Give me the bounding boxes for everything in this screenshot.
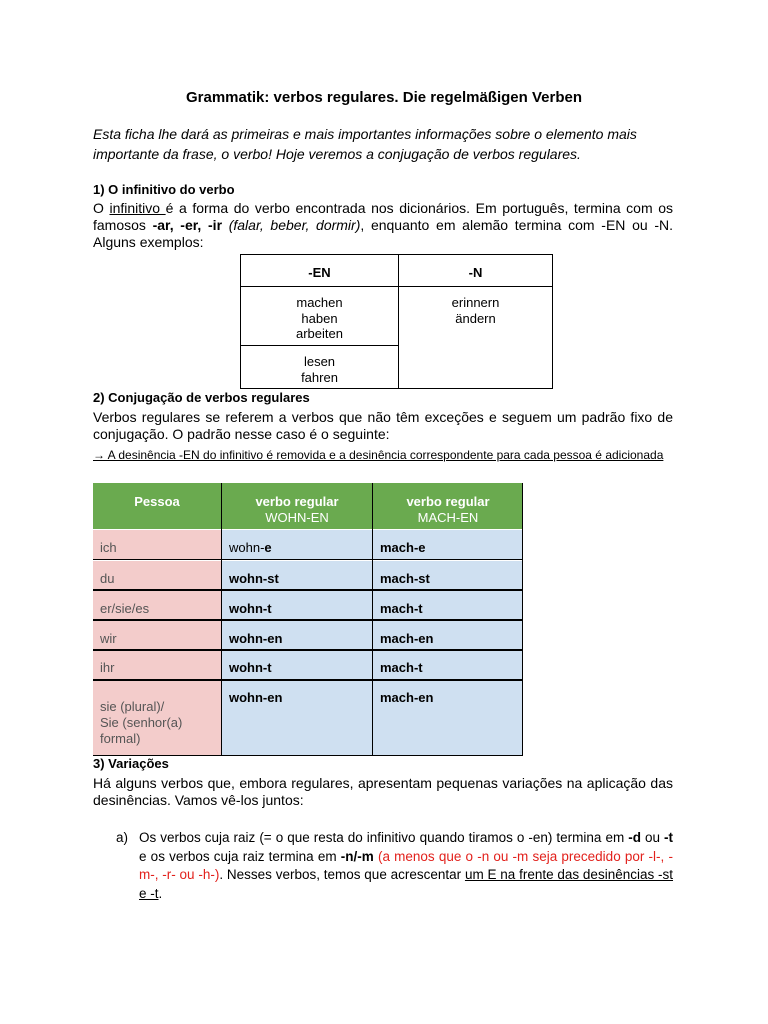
infinitive-table <box>240 254 553 389</box>
conjugation-table <box>93 483 523 756</box>
list-label: a) <box>116 830 129 845</box>
intro-text: Esta ficha lhe dará as primeiras e mais importantes informações sobre o elemento mais importante da frase, o verbo! Hoje veremos a conjugação de verbos regulares. <box>93 126 637 162</box>
wohnen-sie-plural: wohn-en <box>222 681 372 756</box>
machen-wir: mach-en <box>373 621 523 649</box>
machen-du: mach-st <box>373 561 523 589</box>
section1-heading: 1) O infinitivo do verbo <box>93 182 235 197</box>
col-en-header: -EN <box>308 265 331 280</box>
wohnen-er-sie-es: wohn-t <box>222 591 372 619</box>
header-machen: verbo regular MACH-EN <box>373 483 523 529</box>
header-person: Pessoa <box>93 483 221 529</box>
section3-heading: 3) Variações <box>93 756 169 771</box>
person-ich: ich <box>93 530 221 559</box>
en-examples-2: lesen fahren <box>301 354 338 385</box>
section2-paragraph: Verbos regulares se referem a verbos que não têm exceções e seguem um padrão fixo de conjugação. O padrão nesse caso é o seguinte: <box>93 409 673 442</box>
person-ihr: ihr <box>93 651 221 679</box>
person-er-sie-es: er/sie/es <box>93 591 221 619</box>
section3-paragraph: Há alguns verbos que, embora regulares, apresentam pequenas variações na aplicação das desinências. Vamos vê-los juntos: <box>93 775 673 808</box>
person-wir: wir <box>93 621 221 649</box>
person-du: du <box>93 561 221 589</box>
machen-sie-plural: mach-en <box>373 681 523 756</box>
wohnen-du: wohn-st <box>222 561 372 589</box>
person-sie-plural: sie (plural)/ Sie (senhor(a) formal) <box>93 681 221 756</box>
wohnen-wir: wohn-en <box>222 621 372 649</box>
machen-ich: mach-e <box>373 530 523 559</box>
list-text: Os verbos cuja raiz (= o que resta do infinitivo quando tiramos o -en) termina em -d ou -t e os verbos cuja raiz termina em -n/-m (a menos que o -n ou -m seja precedido por -l-, -m-, -r- ou -h-). Nesses verbos, temos que acrescentar um E na frente das desinências -st e -t. <box>139 830 674 901</box>
en-examples-1: machen haben arbeiten <box>296 295 343 341</box>
section2-heading: 2) Conjugação de verbos regulares <box>93 390 310 405</box>
wohnen-ich: wohn-e <box>222 530 372 559</box>
machen-er-sie-es: mach-t <box>373 591 523 619</box>
section1-paragraph: O infinitivo é a forma do verbo encontrada nos dicionários. Em português, termina com os famosos -ar, -er, -ir (falar, beber, dormir), enquanto em alemão termina com -EN ou -N. Alguns exemplos: <box>93 200 673 250</box>
machen-ihr: mach-t <box>373 651 523 679</box>
page-title: Grammatik: verbos regulares. Die regelmäßigen Verben <box>186 89 582 106</box>
wohnen-ihr: wohn-t <box>222 651 372 679</box>
col-n-header: -N <box>468 265 483 280</box>
conjugation-rule: → A desinência -EN do infinitivo é removida e a desinência correspondente para cada pessoa é adicionada <box>93 448 664 462</box>
header-wohnen: verbo regular WOHN-EN <box>222 483 372 529</box>
n-examples: erinnern ändern <box>451 295 500 326</box>
